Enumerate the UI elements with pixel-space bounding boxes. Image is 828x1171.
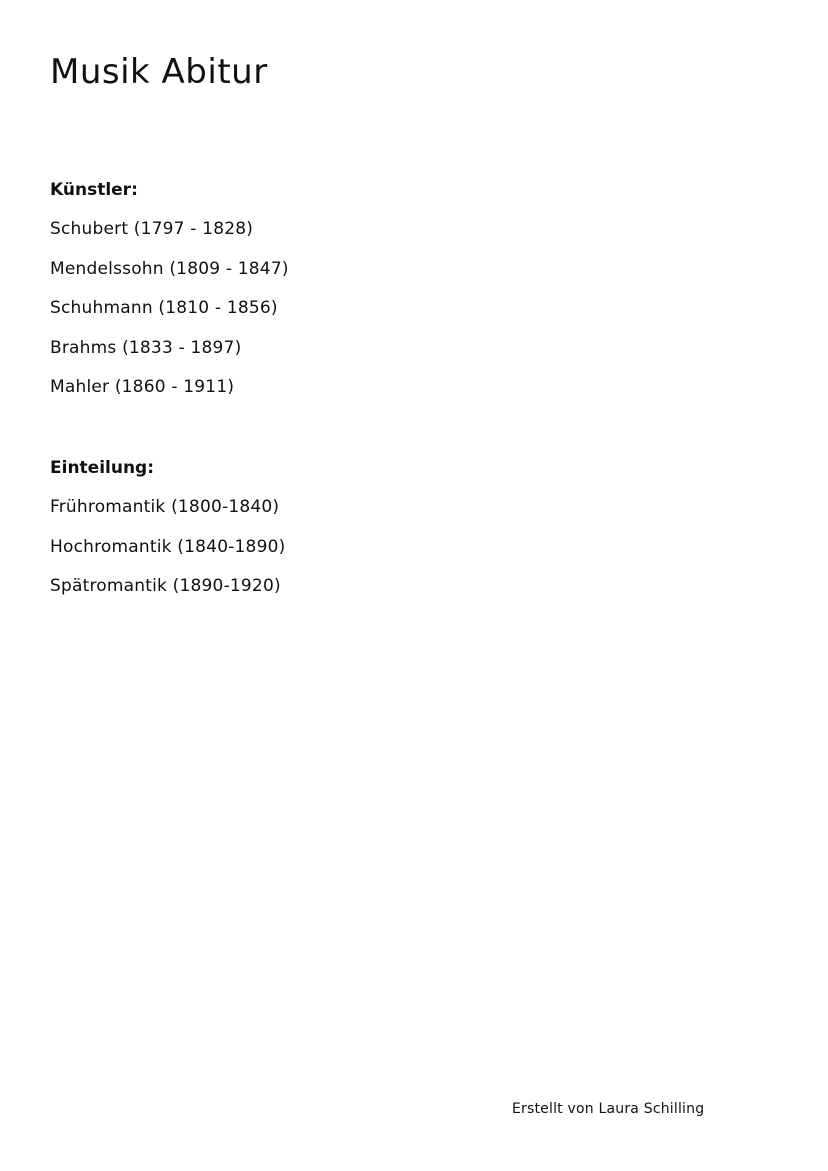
artists-section (50, 177, 289, 414)
period-item: Frühromantik (1800-1840) (50, 497, 280, 517)
periods-list (50, 494, 285, 613)
artist-item: Brahms (1833 - 1897) (50, 337, 242, 358)
document-title: Musik Abitur (50, 52, 268, 92)
artists-list (50, 216, 289, 414)
author-footer: Erstellt von Laura Schilling (512, 1101, 705, 1117)
periods-heading: Einteilung: (50, 458, 155, 478)
periods-section (50, 455, 285, 613)
artist-item: Mendelssohn (1809 - 1847) (50, 258, 289, 279)
period-item: Spätromantik (1890-1920) (50, 576, 281, 596)
artists-heading: Künstler: (50, 180, 138, 200)
artist-item: Schuhmann (1810 - 1856) (50, 298, 278, 318)
artist-item: Mahler (1860 - 1911) (50, 377, 235, 397)
artist-item: Schubert (1797 - 1828) (50, 219, 254, 239)
period-item: Hochromantik (1840-1890) (50, 536, 286, 557)
